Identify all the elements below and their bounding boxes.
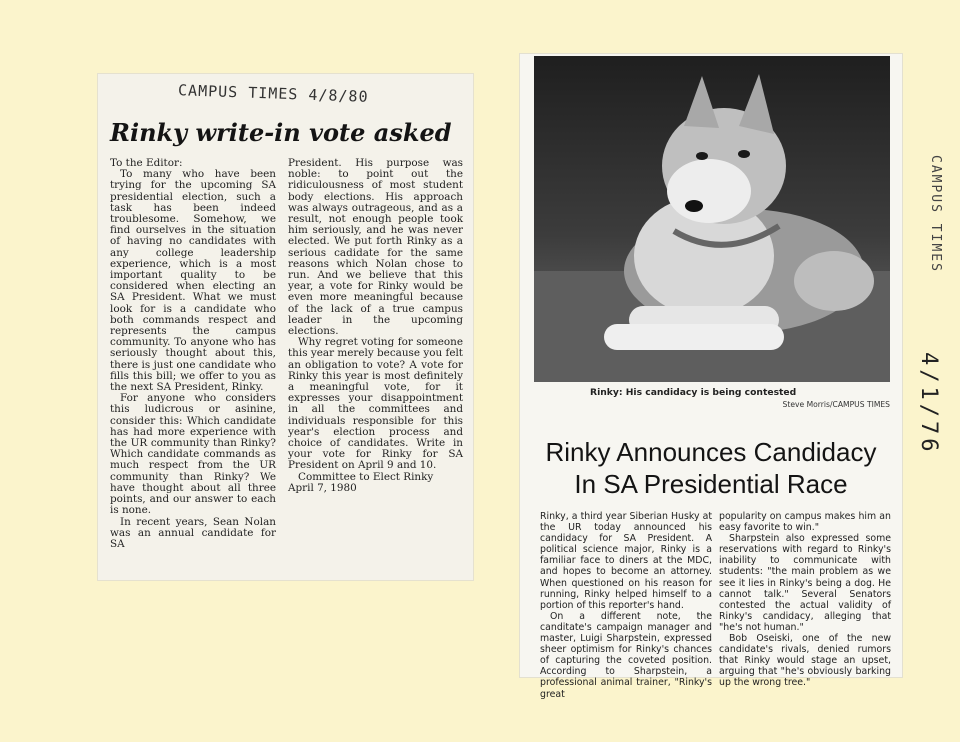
article-paragraph: Sharpstein also expressed some reservations with regard to Rinky's inability to communicate with students: "the main problem as we see it lies in Rinky's being a dog. He cannot talk." Several Senators contested the actual validity of Rinky's candidacy, alleging that "he's not human.": [719, 533, 891, 633]
photo-caption: Rinky: His candidacy is being contested: [590, 387, 797, 398]
husky-illustration: [534, 56, 890, 382]
letter-column-2: [288, 158, 463, 494]
letter-paragraph: To many who have been trying for the upcoming SA presidential election, such a task has been indeed troublesome. Somehow, we find ourselves in the situation of having no candidates with any college leadership experience, which is a most important quality to be considered when electing an SA President. What we must look for is a candidate who both commands respect and represents the campus community. To anyone who has seriously thought about this, there is just one candidate who fills this bill; we offer to you as the next SA President, Rinky.: [110, 168, 276, 394]
article-paragraph: On a different note, the canditate's campaign manager and master, Luigi Sharpstein, expressed sheer optimism for Rinky's chances of capturing the coveted position. According to Sharpstein, a professional animal trainer, "Rinky's great: [540, 610, 712, 700]
article-clipping: [520, 54, 902, 700]
article-paragraph: Rinky, a third year Siberian Husky at the UR today announced his candidacy for SA President. A political science major, Rinky is a familiar face to diners at the MDC, and hopes to become an attorney. When questioned on his reason for running, Rinky helped himself to a portion of this reporter's hand.: [540, 511, 712, 611]
letter-signoff-date: April 7, 1980: [288, 481, 357, 494]
article-column-2: [719, 511, 891, 689]
letter-paragraph: In recent years, Sean Nolan was an annual candidate for SA: [110, 515, 276, 550]
article-column-1: [540, 511, 712, 700]
article-headline: [526, 436, 896, 500]
letter-salutation: To the Editor:: [110, 157, 183, 169]
letter-clipping: [98, 74, 473, 580]
photo-credit: Steve Morris/CAMPUS TIMES: [782, 400, 890, 409]
article-paragraph: Bob Oseiski, one of the new candidate's rivals, denied rumors that Rinky would stage an upset, arguing that "he's obviously barking up the wrong tree.": [719, 633, 891, 689]
letter-paragraph: President. His purpose was noble: to point out the ridiculousness of most student body elections. His approach was always outrageous, and as a result, not enough people took him seriously, and he was never elected. We put forth Rinky as a serious cadidate for the same reasons which Nolan chose to run. And we believe that this year, a vote for Rinky would be even more meaningful because of the lack of a true campus leader in the upcoming elections.: [288, 157, 463, 338]
husky-photo: [534, 56, 890, 382]
letter-column-1: [110, 158, 276, 550]
letter-signoff-name: Committee to Elect Rinky: [298, 470, 434, 483]
handwritten-source-note: CAMPUS TIMES 4/8/80: [177, 81, 369, 106]
margin-date-note: 4/1/76: [916, 352, 941, 456]
margin-publication-note: CAMPUS TIMES: [928, 155, 943, 273]
letter-headline: Rinky write-in vote asked: [110, 118, 452, 147]
article-headline-line-2: In SA Presidential Race: [574, 469, 848, 499]
letter-paragraph: For anyone who considers this ludicrous or asinine, consider this: Which candidate has had more experience with the UR community than Rinky? Which candidate commands as much respect from the UR community than Rinky? We have thought about all three points, and our answer to each is none.: [110, 392, 276, 517]
article-paragraph: popularity on campus makes him an easy favorite to win.": [719, 511, 891, 534]
letter-paragraph: Why regret voting for someone this year merely because you felt an obligation to vote? A vote for Rinky this year is most definitely a meaningful vote, for it expresses your disappointment in all the committees and individuals responsible for this year's election process and choice of candidates. Write in your vote for Rinky for SA President on April 9 and 10.: [288, 336, 463, 472]
article-headline-line-1: Rinky Announces Candidacy: [545, 437, 877, 467]
